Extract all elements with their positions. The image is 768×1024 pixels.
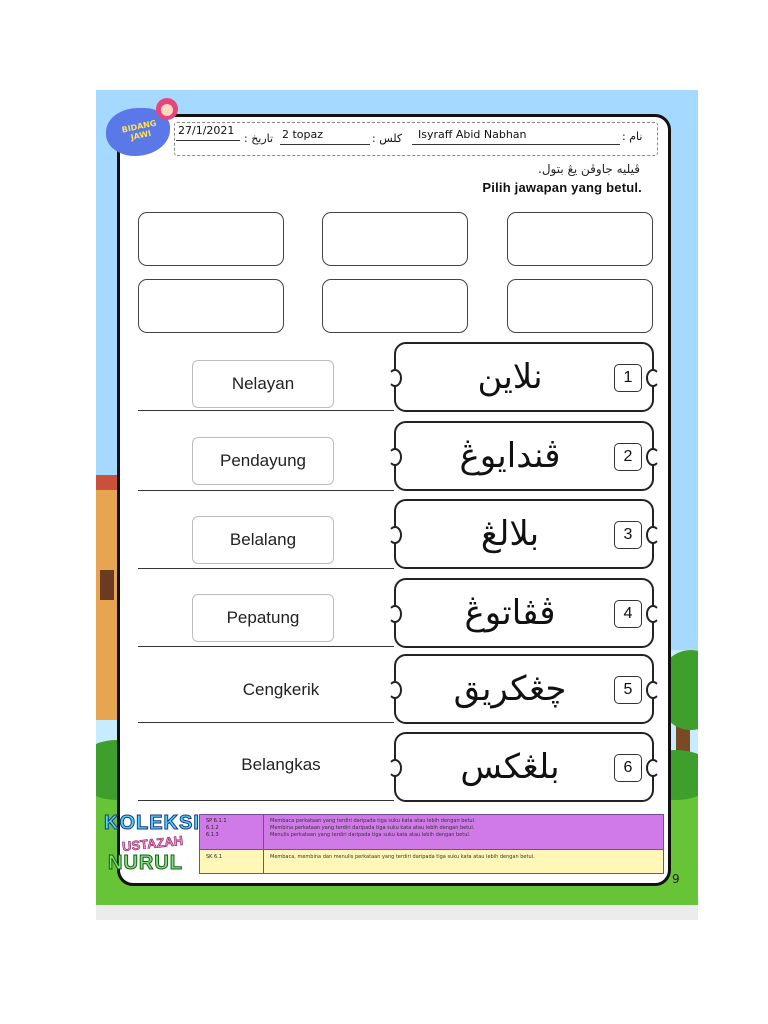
answer-box[interactable] [322,212,468,266]
bottom-strip [96,905,698,920]
class-label: كلس : [372,132,403,145]
page-number: 9 [672,872,680,886]
ticket-notch [646,681,660,699]
answer-box[interactable] [138,279,284,333]
question-ticket [394,654,654,724]
jawi-word: چڠكريق [453,669,567,709]
sp-codes: SP 6.1.1 6.1.2 6.1.3 [206,818,227,838]
ticket-notch [388,605,402,623]
learning-standards-table [199,814,664,874]
question-number: 6 [614,754,642,782]
koleksi-ustazah-nurul-logo [100,812,200,888]
answer-line [138,490,394,491]
question-number: 1 [614,364,642,392]
rumi-word-card[interactable]: Cengkerik [210,666,352,714]
question-number: 4 [614,600,642,628]
rumi-word-card[interactable]: Belangkas [210,741,352,789]
ticket-notch [388,681,402,699]
ticket-notch [646,369,660,387]
rumi-word-card[interactable]: Belalang [192,516,334,564]
ticket-notch [388,526,402,544]
ticket-notch [388,369,402,387]
girl-face [161,104,173,116]
jawi-word: ڤندايوڠ [459,436,561,476]
question-ticket [394,578,654,648]
question-ticket [394,732,654,802]
standards-row-sk [200,849,663,873]
question-ticket [394,421,654,491]
question-number: 2 [614,443,642,471]
question-number: 5 [614,676,642,704]
jawi-word: نلاين [477,357,543,397]
logo-line-3: NURUL [108,852,183,874]
logo-line-2: USTAZAH [121,832,184,855]
sk-code: SK 6.1 [206,854,222,860]
name-label: نام : [622,130,643,143]
jawi-word: بلڠكس [460,747,560,787]
jawi-word: ڤڤاتوڠ [464,593,556,633]
ticket-notch [388,448,402,466]
standards-divider [263,815,264,873]
ticket-notch [646,605,660,623]
answer-box[interactable] [507,279,653,333]
date-line [176,140,240,141]
rumi-word-card[interactable]: Nelayan [192,360,334,408]
class-line [280,144,370,145]
answer-box[interactable] [138,212,284,266]
question-ticket [394,342,654,412]
answer-box[interactable] [322,279,468,333]
answer-box[interactable] [507,212,653,266]
sk-text: Membaca, membina dan menulis perkataan yang terdiri daripada tiga suku kata atau lebih dengan betul. [270,854,535,860]
standards-row-sp [200,815,663,849]
house-window [100,570,114,600]
instruction-jawi: ڤيليه جاوڤن يڠ بتول. [538,162,640,176]
class-value: 2 topaz [282,128,324,141]
bidang-jawi-badge [106,96,178,158]
logo-line-1: KOLEKSI [104,812,200,834]
answer-line [138,568,394,569]
date-label: تاريخ : [244,132,274,145]
question-ticket [394,499,654,569]
instruction-rumi: Pilih jawapan yang betul. [482,180,642,195]
answer-line [138,410,394,411]
jawi-word: بلالڠ [480,514,540,554]
ticket-notch [388,759,402,777]
sp-text: Membaca perkataan yang terdiri daripada tiga suku kata atau lebih dengan betul. Membina perkataan yang terdiri daripada tiga suku kata atau lebih dengan betul. Menulis perkataan yang terdiri daripada tiga suku kata atau lebih dengan betul. [270,818,476,838]
answer-line [138,646,394,647]
name-line [412,144,620,145]
ticket-notch [646,526,660,544]
answer-line [138,722,394,723]
date-value: 27/1/2021 [178,124,235,137]
answer-line [138,800,394,801]
ticket-notch [646,759,660,777]
rumi-word-card[interactable]: Pendayung [192,437,334,485]
ticket-notch [646,448,660,466]
name-value: Isyraff Abid Nabhan [418,128,527,141]
question-number: 3 [614,521,642,549]
badge-text: BIDANG JAWI [120,118,158,142]
rumi-word-card[interactable]: Pepatung [192,594,334,642]
